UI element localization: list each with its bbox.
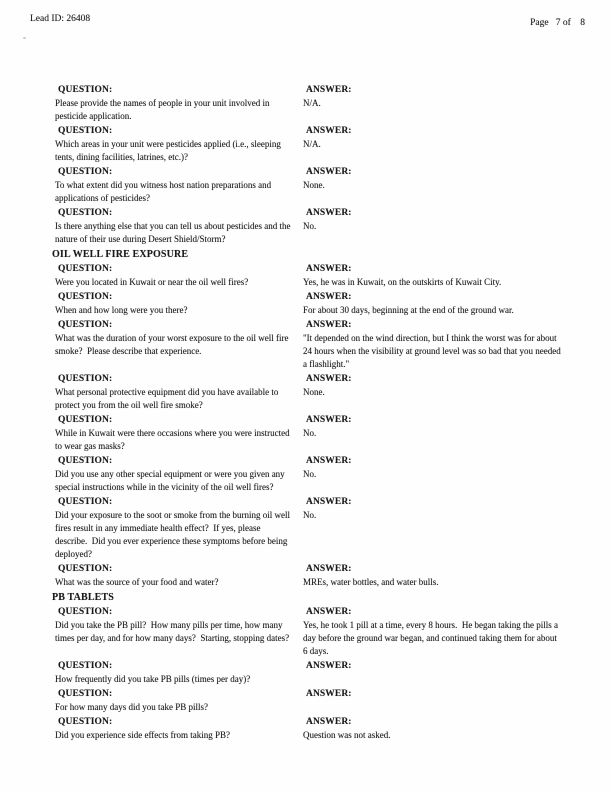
- question-cell: [55, 166, 303, 205]
- question-cell: [55, 455, 303, 494]
- question-text: Did you experience side effects from taking PB?: [55, 730, 231, 740]
- question-text: What was the source of your food and water?: [55, 577, 219, 587]
- answer-cell: [303, 291, 583, 317]
- question-cell: [55, 660, 303, 686]
- question-label: QUESTION:: [58, 85, 113, 95]
- answer-text: No.: [303, 221, 317, 231]
- question-label: QUESTION:: [58, 126, 113, 136]
- question-cell: [55, 496, 303, 561]
- question-label: QUESTION:: [58, 167, 113, 177]
- answer-cell: [303, 563, 583, 589]
- answer-text: None.: [303, 387, 325, 397]
- question-cell: [55, 716, 303, 742]
- question-cell: [55, 319, 303, 371]
- question-text: For how many days did you take PB pills?: [55, 702, 208, 712]
- qa-row: [55, 563, 583, 589]
- answer-text: MREs, water bottles, and water bulls.: [303, 577, 439, 587]
- answer-text: Question was not asked.: [303, 730, 391, 740]
- qa-section: [52, 591, 583, 742]
- answer-text: N/A.: [303, 98, 321, 108]
- answer-label: ANSWER:: [306, 126, 352, 136]
- answer-label: ANSWER:: [306, 717, 352, 727]
- qa-row: [55, 319, 583, 371]
- answer-label: ANSWER:: [306, 264, 352, 274]
- question-label: QUESTION:: [58, 292, 113, 302]
- answer-cell: [303, 688, 583, 714]
- question-cell: [55, 263, 303, 289]
- answer-label: ANSWER:: [306, 689, 352, 699]
- answer-cell: [303, 414, 583, 453]
- question-label: QUESTION:: [58, 208, 113, 218]
- answer-cell: [303, 660, 583, 686]
- answer-label: ANSWER:: [306, 564, 352, 574]
- question-text: Did you take the PB pill? How many pills per time, how many times per day, and for how many days? Starting, stopping dates?: [55, 620, 290, 643]
- question-text: What was the duration of your worst exposure to the oil well fire smoke? Please describe that experience.: [55, 333, 291, 356]
- qa-row: [55, 291, 583, 317]
- answer-cell: [303, 716, 583, 742]
- question-text: To what extent did you witness host nation preparations and applications of pesticides?: [55, 180, 274, 203]
- answer-label: ANSWER:: [306, 292, 352, 302]
- answer-label: ANSWER:: [306, 497, 352, 507]
- question-text: Which areas in your unit were pesticides applied (i.e., sleeping tents, dining facilities, latrines, etc.)?: [55, 139, 284, 162]
- answer-cell: [303, 125, 583, 164]
- answer-cell: [303, 166, 583, 205]
- scan-artifact: [23, 37, 26, 39]
- question-label: QUESTION:: [58, 497, 113, 507]
- question-cell: [55, 688, 303, 714]
- question-label: QUESTION:: [58, 264, 113, 274]
- answer-text: Yes, he took 1 pill at a time, every 8 hours. He began taking the pills a day before the ground war began, and continued taking them for about 6 days.: [303, 620, 561, 656]
- answer-cell: [303, 207, 583, 246]
- qa-row: [55, 716, 583, 742]
- qa-row: [55, 207, 583, 246]
- qa-row: [55, 84, 583, 123]
- question-text: Did you use any other special equipment or were you given any special instructions while in the vicinity of the oil well fires?: [55, 469, 287, 492]
- qa-row: [55, 455, 583, 494]
- answer-text: No.: [303, 510, 317, 520]
- question-label: QUESTION:: [58, 717, 113, 727]
- question-label: QUESTION:: [58, 607, 113, 617]
- qa-row: [55, 688, 583, 714]
- answer-cell: [303, 496, 583, 561]
- question-label: QUESTION:: [58, 374, 113, 384]
- answer-text: None.: [303, 180, 325, 190]
- question-label: QUESTION:: [58, 661, 113, 671]
- question-text: Please provide the names of people in your unit involved in pesticide application.: [55, 98, 272, 121]
- question-label: QUESTION:: [58, 456, 113, 466]
- answer-cell: [303, 455, 583, 494]
- question-text: Were you located in Kuwait or near the oil well fires?: [55, 277, 249, 287]
- answer-cell: [303, 84, 583, 123]
- answer-label: ANSWER:: [306, 415, 352, 425]
- lead-id-label: Lead ID: 26408: [30, 14, 91, 24]
- question-label: QUESTION:: [58, 320, 113, 330]
- question-cell: [55, 291, 303, 317]
- answer-label: ANSWER:: [306, 661, 352, 671]
- qa-row: [55, 373, 583, 412]
- question-cell: [55, 125, 303, 164]
- answer-cell: [303, 606, 583, 658]
- answer-cell: [303, 373, 583, 412]
- question-cell: [55, 84, 303, 123]
- question-text: How frequently did you take PB pills (times per day)?: [55, 674, 251, 684]
- answer-label: ANSWER:: [306, 167, 352, 177]
- qa-row: [55, 263, 583, 289]
- page-number-label: Page 7 of 8: [530, 18, 585, 28]
- answer-label: ANSWER:: [306, 85, 352, 95]
- answer-text: N/A.: [303, 139, 321, 149]
- question-text: Did your exposure to the soot or smoke from the burning oil well fires result in any immediate health effect? If yes, please describe. Did you ever experience these symptoms before being deployed?: [55, 510, 293, 559]
- qa-row: [55, 166, 583, 205]
- answer-label: ANSWER:: [306, 320, 352, 330]
- answer-text: For about 30 days, beginning at the end of the ground war.: [303, 305, 514, 315]
- question-cell: [55, 373, 303, 412]
- section-heading: OIL WELL FIRE EXPOSURE: [52, 249, 189, 260]
- answer-cell: [303, 263, 583, 289]
- question-text: Is there anything else that you can tell us about pesticides and the nature of their use during Desert Shield/Storm?: [55, 221, 293, 244]
- section-heading: PB TABLETS: [52, 592, 114, 603]
- answer-label: ANSWER:: [306, 607, 352, 617]
- answer-label: ANSWER:: [306, 456, 352, 466]
- answer-text: "It depended on the wind direction, but I think the worst was for about 24 hours when the visibility at ground level was so bad that you needed a flashlight.": [303, 333, 563, 369]
- answer-text: No.: [303, 428, 317, 438]
- answer-label: ANSWER:: [306, 208, 352, 218]
- qa-row: [55, 125, 583, 164]
- answer-label: ANSWER:: [306, 374, 352, 384]
- question-cell: [55, 207, 303, 246]
- question-label: QUESTION:: [58, 689, 113, 699]
- qa-section: [52, 248, 583, 589]
- qa-row: [55, 606, 583, 658]
- qa-row: [55, 660, 583, 686]
- question-text: When and how long were you there?: [55, 305, 188, 315]
- answer-text: No.: [303, 469, 317, 479]
- qa-content: [52, 84, 583, 744]
- question-cell: [55, 563, 303, 589]
- question-text: While in Kuwait were there occasions where you were instructed to wear gas masks?: [55, 428, 292, 451]
- answer-text: Yes, he was in Kuwait, on the outskirts of Kuwait City.: [303, 277, 502, 287]
- question-cell: [55, 414, 303, 453]
- qa-row: [55, 496, 583, 561]
- qa-row: [55, 414, 583, 453]
- answer-cell: [303, 319, 583, 371]
- question-label: QUESTION:: [58, 564, 113, 574]
- qa-section: [55, 84, 583, 246]
- question-text: What personal protective equipment did you have available to protect you from the oil well fire smoke?: [55, 387, 281, 410]
- question-label: QUESTION:: [58, 415, 113, 425]
- question-cell: [55, 606, 303, 658]
